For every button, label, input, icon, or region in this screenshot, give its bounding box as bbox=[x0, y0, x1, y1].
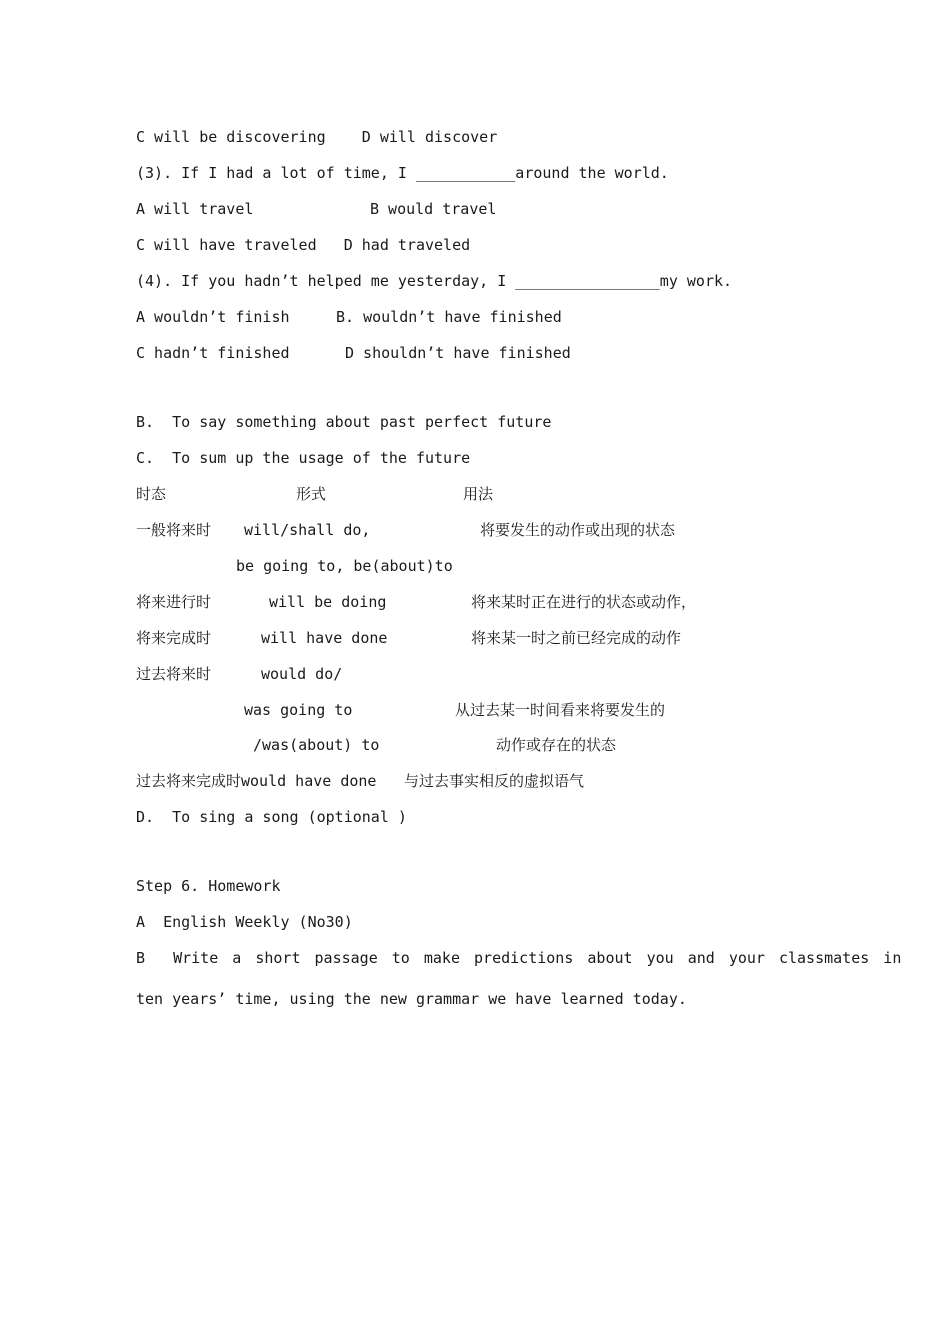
q3-option-c-d: C will have traveled D had traveled bbox=[136, 236, 471, 254]
table-row-4-form-3: /was(about) to bbox=[253, 736, 380, 754]
table-row-1-form: will/shall do, bbox=[244, 521, 371, 539]
table-row-1-tense: 一般将来时 bbox=[136, 521, 212, 539]
table-row-5-usage: 与过去事实相反的虚拟语气 bbox=[404, 772, 585, 790]
table-row-4-usage-2: 动作或存在的状态 bbox=[496, 736, 617, 754]
q4-option-b: B. wouldn’t have finished bbox=[336, 308, 562, 326]
table-header-form: 形式 bbox=[296, 485, 327, 503]
table-row-2-usage: 将来某时正在进行的状态或动作， bbox=[471, 593, 697, 611]
section-b-heading: B. To say something about past perfect future bbox=[136, 413, 552, 431]
q3-option-a: A will travel bbox=[136, 200, 254, 218]
step-6-heading: Step 6. Homework bbox=[136, 877, 281, 895]
table-row-5-tense-form: 过去将来完成时would have done bbox=[136, 772, 377, 790]
q3-option-b: B would travel bbox=[370, 200, 497, 218]
table-row-4-tense: 过去将来时 bbox=[136, 665, 212, 683]
table-row-3-usage: 将来某一时之前已经完成的动作 bbox=[471, 629, 682, 647]
table-row-3-form: will have done bbox=[261, 629, 388, 647]
q4-stem: (4). If you hadn’t helped me yesterday, I ________________my work. bbox=[136, 272, 733, 290]
q3-stem: (3). If I had a lot of time, I ___________around the world. bbox=[136, 164, 669, 182]
q4-option-d: D shouldn’t have finished bbox=[345, 344, 571, 362]
homework-item-a: A English Weekly (No30) bbox=[136, 913, 353, 931]
q4-option-c: C hadn’t finished bbox=[136, 344, 290, 362]
table-header-tense: 时态 bbox=[136, 485, 167, 503]
table-row-1-form-2: be going to, be(about)to bbox=[236, 557, 453, 575]
q4-option-a: A wouldn’t finish bbox=[136, 308, 290, 326]
homework-item-b-continued: ten years’ time, using the new grammar we have learned today. bbox=[136, 990, 687, 1008]
table-row-4-usage: 从过去某一时间看来将要发生的 bbox=[455, 701, 666, 719]
table-row-4-form: would do/ bbox=[261, 665, 343, 683]
q2-option-c-d: C will be discovering D will discover bbox=[136, 128, 498, 146]
table-row-1-usage: 将要发生的动作或出现的状态 bbox=[480, 521, 676, 539]
table-row-2-tense: 将来进行时 bbox=[136, 593, 212, 611]
table-row-4-form-2: was going to bbox=[244, 701, 353, 719]
table-row-2-form: will be doing bbox=[269, 593, 387, 611]
table-row-3-tense: 将来完成时 bbox=[136, 629, 212, 647]
table-header-usage: 用法 bbox=[463, 485, 494, 503]
section-c-heading: C. To sum up the usage of the future bbox=[136, 449, 471, 467]
section-d-heading: D. To sing a song (optional ) bbox=[136, 808, 407, 826]
homework-item-b: B Write a short passage to make predictions about you and your classmates in bbox=[136, 949, 902, 967]
